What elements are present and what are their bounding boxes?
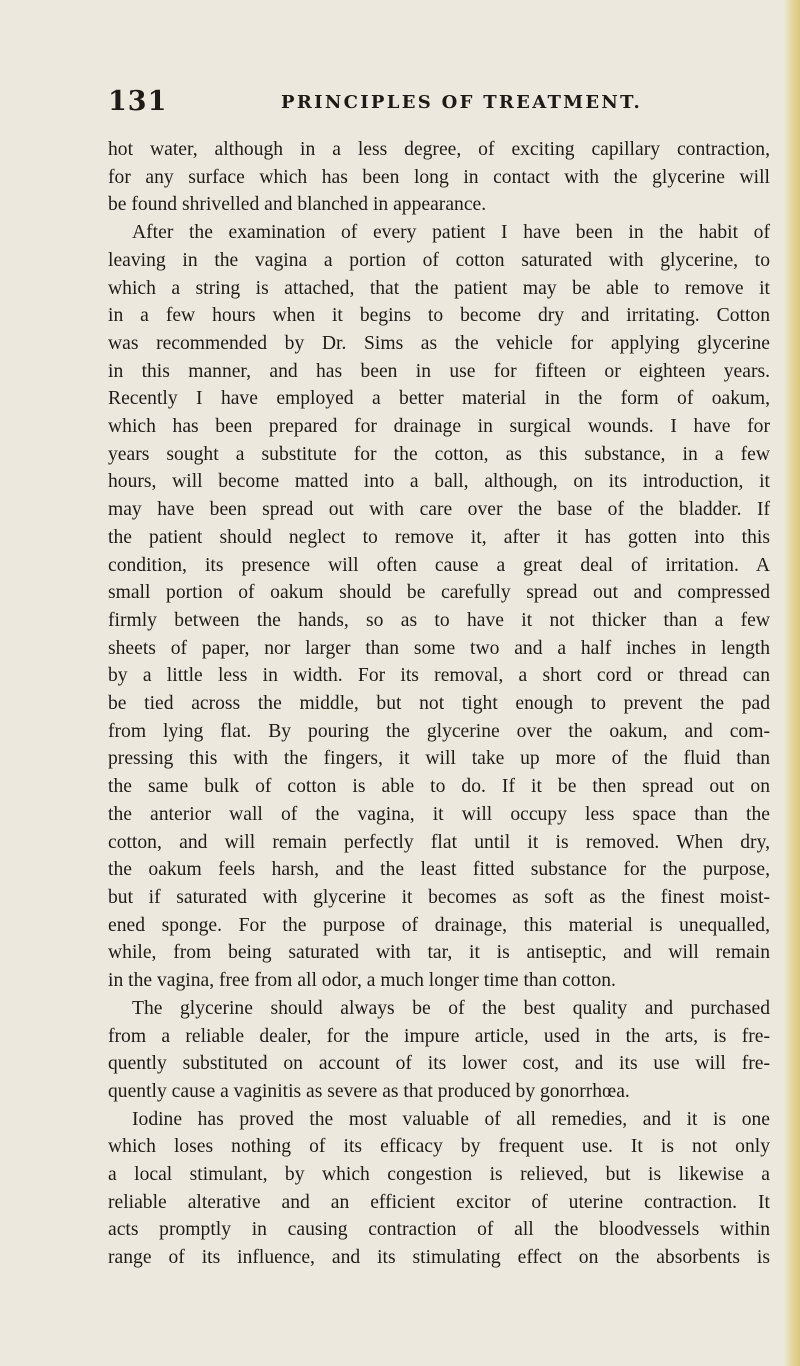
text-line: The glycerine should always be of the best quality and purchased — [132, 997, 770, 1019]
text-line: After the examination of every patient I have been in the habit of — [132, 222, 770, 244]
text-line: leaving in the vagina a portion of cotton saturated with glycerine, to — [108, 249, 770, 271]
text-line: years sought a substitute for the cotton, as this substance, in a few — [108, 443, 770, 465]
text-line: reliable alterative and an efficient excitor of uterine contraction. It — [108, 1191, 770, 1213]
text-line: in this manner, and has been in use for fifteen or eighteen years. — [108, 360, 770, 382]
text-line: hours, will become matted into a ball, although, on its introduction, it — [108, 471, 770, 493]
text-line: for any surface which has been long in contact with the glycerine will — [108, 166, 770, 188]
text-line: in a few hours when it begins to become dry and irritating. Cotton — [108, 305, 770, 327]
running-head: PRINCIPLES OF TREATMENT. — [281, 92, 643, 113]
text-line: by a little less in width. For its removal, a short cord or thread can — [108, 665, 770, 687]
text-line: Recently I have employed a better material in the form of oakum, — [108, 388, 770, 410]
text-line: the patient should neglect to remove it, after it has gotten into this — [108, 526, 770, 548]
text-line: may have been spread out with care over the base of the bladder. If — [108, 499, 770, 521]
text-line: the same bulk of cotton is able to do. If it be then spread out on — [108, 776, 770, 798]
text-line: from a reliable dealer, for the impure article, used in the arts, is fre- — [108, 1025, 770, 1047]
text-line: while, from being saturated with tar, it is antiseptic, and will remain — [108, 942, 770, 964]
text-line: the oakum feels harsh, and the least fitted substance for the purpose, — [108, 859, 770, 881]
text-line: the anterior wall of the vagina, it will occupy less space than the — [108, 803, 770, 825]
text-line: but if saturated with glycerine it becomes as soft as the finest moist- — [108, 886, 770, 908]
text-line: a local stimulant, by which congestion is relieved, but is likewise a — [108, 1164, 770, 1186]
page-edge — [784, 0, 800, 1366]
text-line: be tied across the middle, but not tight enough to prevent the pad — [108, 693, 770, 715]
page-header — [108, 86, 768, 118]
text-line: acts promptly in causing contraction of all the bloodvessels within — [108, 1219, 770, 1241]
text-line: firmly between the hands, so as to have it not thicker than a few — [108, 609, 770, 631]
text-line: hot water, although in a less degree, of exciting capillary contraction, — [108, 139, 770, 160]
body-text — [108, 136, 770, 1272]
text-line: quently cause a vaginitis as severe as that produced by gonorrhœa. — [108, 1080, 630, 1102]
text-line: quently substituted on account of its lower cost, and its use will fre- — [108, 1053, 770, 1075]
text-line: in the vagina, free from all odor, a much longer time than cotton. — [108, 970, 616, 992]
page-number: 131 — [108, 86, 168, 117]
text-line: small portion of oakum should be carefully spread out and compressed — [108, 582, 770, 604]
text-line: be found shrivelled and blanched in appearance. — [108, 194, 487, 216]
text-line: which has been prepared for drainage in surgical wounds. I have for — [108, 416, 770, 438]
text-line: pressing this with the fingers, it will take up more of the fluid than — [108, 748, 770, 770]
text-line: from lying flat. By pouring the glycerine over the oakum, and com- — [108, 720, 770, 742]
text-line: condition, its presence will often cause a great deal of irritation. A — [108, 554, 770, 576]
text-line: ened sponge. For the purpose of drainage, this material is unequalled, — [108, 914, 770, 936]
text-line: sheets of paper, nor larger than some two and a half inches in length — [108, 637, 770, 659]
text-line: was recommended by Dr. Sims as the vehicle for applying glycerine — [108, 332, 770, 354]
text-line: which a string is attached, that the patient may be able to remove it — [108, 277, 770, 299]
text-line: which loses nothing of its efficacy by frequent use. It is not only — [108, 1136, 770, 1158]
text-line: cotton, and will remain perfectly flat until it is removed. When dry, — [108, 831, 770, 853]
text-line: Iodine has proved the most valuable of all remedies, and it is one — [132, 1108, 770, 1130]
text-line: range of its influence, and its stimulating effect on the absorbents is — [108, 1247, 770, 1269]
